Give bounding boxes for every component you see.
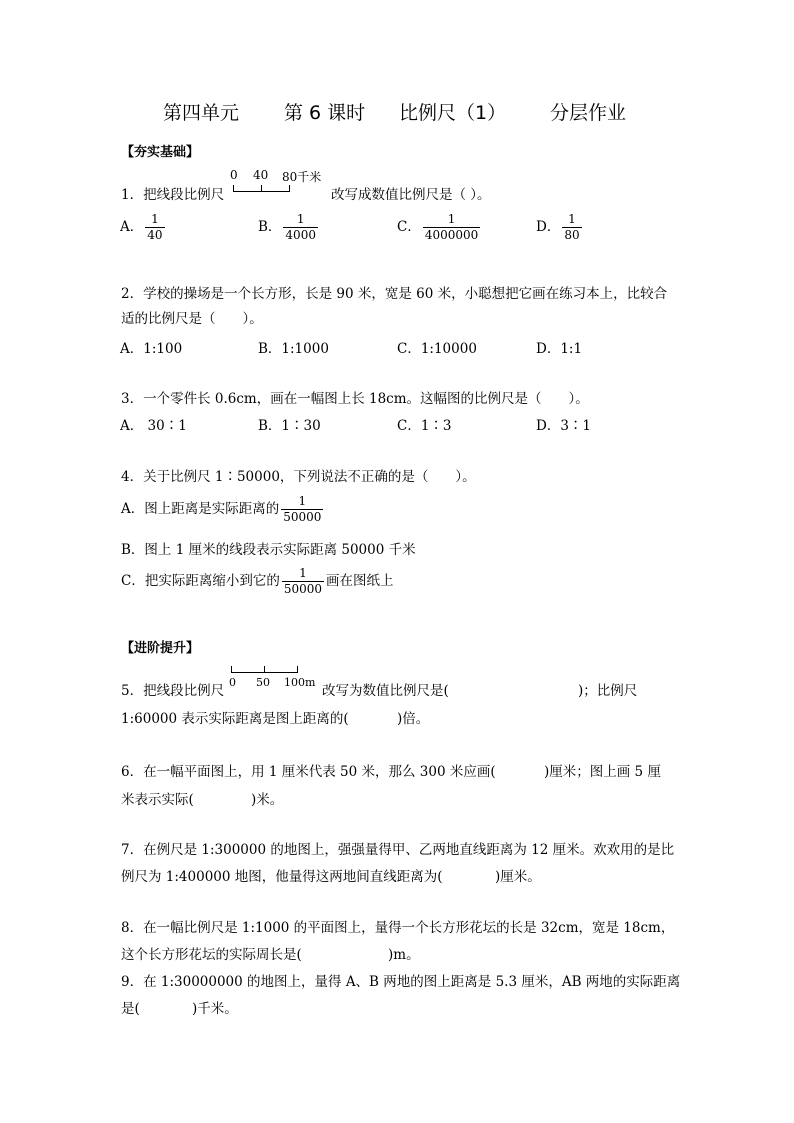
q5-mid: 改写为数值比例尺是(	[322, 683, 449, 699]
section-basic-heading: 【夯实基础】	[121, 145, 200, 160]
fraction-denominator: 4000000	[424, 228, 479, 242]
q1-suffix: 改写成数值比例尺是（ ）。	[331, 187, 491, 203]
q5-line2-pre: 1:60000 表示实际距离是图上距离的(	[121, 711, 349, 727]
q6-line1-pre: 6．在一幅平面图上，用 1 厘米代表 50 米，那么 300 米应画(	[121, 764, 496, 780]
option-letter: D．	[536, 219, 561, 235]
q1-option-b	[258, 212, 320, 243]
title-unit: 第四单元	[163, 102, 240, 124]
fraction-numerator: 1	[447, 212, 456, 226]
fraction-denominator: 50000	[283, 510, 322, 524]
q8-line2-pre: 这个长方形花坛的实际周长是(	[121, 947, 302, 963]
q4-option-c-post: 画在图纸上	[326, 573, 394, 589]
fraction-denominator: 50000	[283, 582, 323, 596]
q7-line2-pre: 例尺为 1:400000 地图，他量得这两地间直线距离为(	[121, 869, 443, 885]
q1-scale-tick	[233, 185, 234, 192]
fraction	[145, 212, 164, 243]
q7-line1: 7．在例尺是 1:300000 的地图上，强强量得甲、乙两地直线距离为 12 厘米。欢欢用的是比	[121, 842, 675, 858]
fraction	[283, 212, 318, 243]
fraction-denominator: 40	[147, 228, 163, 242]
q5-scale-tick	[297, 666, 298, 673]
q6-line2-post: )米。	[251, 792, 284, 808]
fraction	[423, 212, 480, 243]
q1-scale-label-40: 40	[253, 168, 269, 182]
q4-option-a	[121, 494, 325, 525]
fraction-numerator: 1	[151, 212, 159, 226]
q4-text: 4．关于比例尺 1∶50000，下列说法不正确的是（ ）。	[121, 469, 476, 485]
title-type: 分层作业	[550, 102, 627, 124]
fraction	[281, 494, 323, 525]
q5-scale-label-100: 100m	[284, 676, 316, 689]
q1-scale-tick	[261, 185, 262, 192]
option-letter: C．	[397, 219, 421, 235]
q3-option-c: C．1∶3	[397, 418, 452, 434]
title-lesson: 第 6 课时	[284, 102, 366, 124]
q5-scale-label-50: 50	[256, 676, 270, 689]
fraction-numerator: 1	[298, 494, 307, 508]
q3-text: 3．一个零件长 0.6cm，画在一幅图上长 18cm。这幅图的比例尺是（ ）。	[121, 391, 589, 407]
q8-line1: 8．在一幅比例尺是 1:1000 的平面图上，量得一个长方形花坛的长是 32cm，宽是 18cm，	[121, 920, 675, 936]
q9-line2-pre: 是(	[121, 1001, 140, 1017]
option-letter: A．	[120, 219, 144, 235]
q5-end: )；比例尺	[578, 683, 638, 699]
fraction-numerator: 1	[296, 212, 305, 226]
q4-option-c	[121, 566, 394, 597]
q2-line1: 2．学校的操场是一个长方形，长是 90 米，宽是 60 米，小聪想把它画在练习本上，比较合	[121, 286, 668, 302]
q1-scale-tick	[289, 185, 290, 192]
q3-option-a: A． 30∶1	[120, 418, 187, 434]
fraction-denominator: 80	[564, 228, 580, 242]
q5-scale-tick	[231, 666, 232, 673]
q5-prefix: 5．把线段比例尺	[121, 683, 225, 699]
section-advanced-heading: 【进阶提升】	[121, 641, 200, 656]
q1-line-scale	[230, 168, 330, 198]
q4-option-c-pre: C．把实际距离缩小到它的	[121, 573, 280, 589]
q5-line-scale	[229, 662, 324, 692]
fraction	[562, 212, 581, 243]
q9-line1: 9．在 1:30000000 的地图上，量得 A、B 两地的图上距离是 5.3 厘米，AB 两地的实际距离	[121, 974, 681, 990]
q4-option-a-text: A．图上距离是实际距离的	[121, 501, 280, 517]
q9-line2-post: )千米。	[192, 1001, 238, 1017]
fraction-denominator: 4000	[285, 228, 316, 242]
q7-line2-post: )厘米。	[495, 869, 541, 885]
q1-option-c	[397, 212, 482, 243]
q2-option-b: B．1:1000	[258, 341, 329, 357]
q2-line2: 适的比例尺是（ ）。	[121, 311, 263, 327]
q5-scale-label-0: 0	[229, 676, 236, 689]
q1-scale-label-80: 80千米	[282, 170, 322, 184]
q5-scale-tick	[264, 666, 265, 673]
q1-prefix: 1．把线段比例尺	[121, 187, 225, 203]
q1-option-d	[536, 212, 584, 243]
q3-option-b: B．1∶30	[258, 418, 321, 434]
option-letter: B．	[258, 219, 282, 235]
q2-option-d: D．1:1	[536, 341, 583, 357]
fraction	[282, 566, 324, 597]
q6-line1-post: )厘米；图上画 5 厘	[544, 764, 661, 780]
q5-line2-post: )倍。	[397, 711, 430, 727]
q2-option-a: A．1:100	[120, 341, 183, 357]
fraction-numerator: 1	[568, 212, 576, 226]
q6-line2-pre: 米表示实际(	[121, 792, 194, 808]
q4-option-b: B．图上 1 厘米的线段表示实际距离 50000 千米	[121, 542, 416, 558]
q2-option-c: C．1:10000	[397, 341, 477, 357]
q3-option-d: D．3∶1	[536, 418, 592, 434]
title-topic: 比例尺（1）	[399, 102, 507, 124]
q1-option-a	[120, 212, 167, 243]
q8-line2-post: )m。	[388, 947, 420, 963]
q1-scale-label-0: 0	[230, 168, 238, 182]
fraction-numerator: 1	[299, 566, 307, 580]
